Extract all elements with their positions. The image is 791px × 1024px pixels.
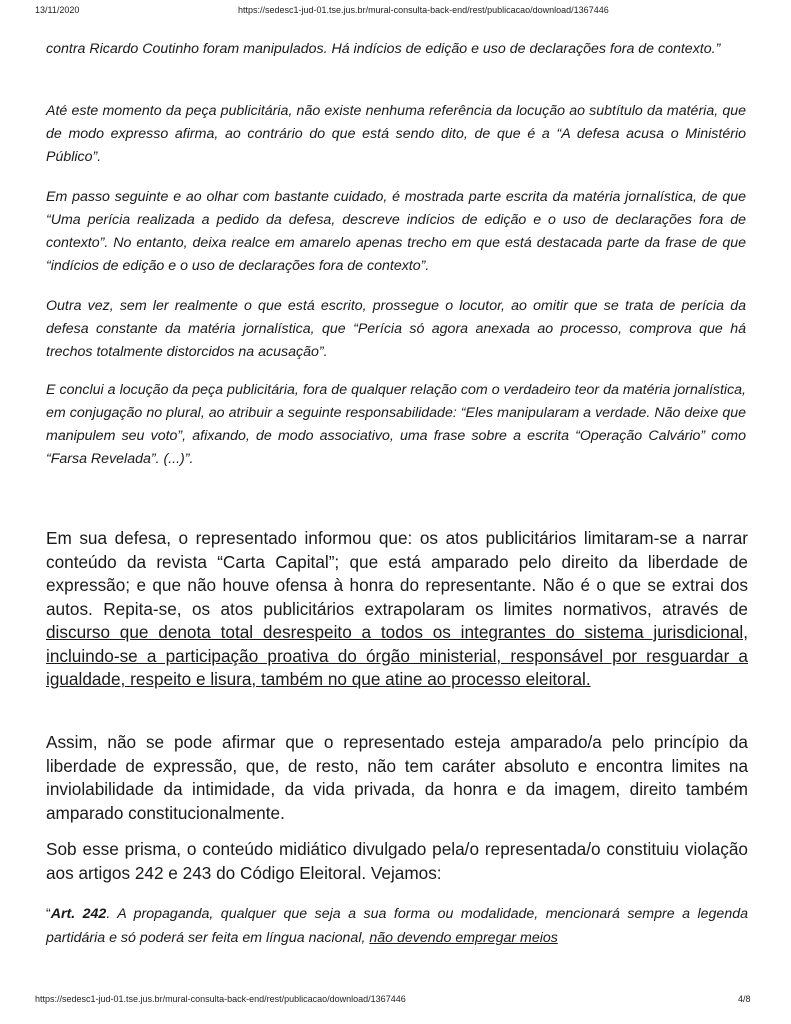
header-url: https://sedesc1-jud-01.tse.jus.br/mural-consulta-back-end/rest/publicacao/download/1367446 <box>238 5 609 15</box>
article-quote <box>46 902 748 950</box>
quoted-excerpt <box>46 38 746 61</box>
quoted-excerpt <box>46 100 746 169</box>
freedom-paragraph: Assim, não se pode afirmar que o representado esteja amparado/a pelo princípio da liberdade de expressão, que, de resto, não tem caráter absoluto e encontra limites na inviolabilidade da intimidade, da vida privada, da honra e da imagem, direito também amparado constitucionalmente. <box>46 732 748 823</box>
quote-paragraph: E conclui a locução da peça publicitária, fora de qualquer relação com o verdadeiro teor da matéria jornalística, em conjugação no plural, ao atribuir a seguinte responsabilidade: “Eles manipularam a verdade. Não deixe que manipulem seu voto”, afixando, de modo associativo, uma frase sobre a escrita “Operação Calvário” como “Farsa Revelada”. (...)”. <box>46 382 746 467</box>
quote-paragraph: Outra vez, sem ler realmente o que está escrito, prossegue o locutor, ao omitir que se trata de perícia da defesa constante da matéria jornalística, que “Perícia só agora anexada ao processo, comprova que há trechos totalmente distorcidos na acusação”. <box>46 298 746 360</box>
defense-paragraph <box>46 527 748 692</box>
quote-paragraph: Até este momento da peça publicitária, não existe nenhuma referência da locução ao subtítulo da matéria, que de modo expresso afirma, ao contrário do que está sendo dito, de que é a “A defesa acusa o Ministério Público”. <box>46 103 746 165</box>
header-date: 13/11/2020 <box>35 5 80 15</box>
article-label: Art. 242 <box>50 906 107 922</box>
article-underlined: não devendo empregar meios <box>369 930 558 946</box>
quoted-excerpt <box>46 186 746 278</box>
underlined-emphasis: discurso que denota total desrespeito a todos os integrantes do sistema jurisdicional, incluindo-se a participação proativa do órgão ministerial, responsável por resguardar a igualdade, respeito e lisura, também no que atine ao processo eleitoral. <box>46 622 748 689</box>
article-text: . A propaganda, qualquer que seja a sua forma ou modalidade, mencionará sempre a legenda partidária e só poderá ser feita em língua nacional, <box>46 906 748 946</box>
quoted-excerpt <box>46 295 746 364</box>
quoted-excerpt <box>46 379 746 471</box>
quote-paragraph: contra Ricardo Coutinho foram manipulados. Há indícios de edição e uso de declarações fora de contexto.” <box>46 41 721 57</box>
defense-text: Em sua defesa, o representado informou que: os atos publicitários limitaram-se a narrar conteúdo da revista “Carta Capital”; que está amparado pelo direito da liberdade de expressão; e que não houve ofensa à honra do representante. Não é o que se extrai dos autos. Repita-se, os atos publicitários extrapolaram os limites normativos, através de <box>46 528 748 619</box>
open-quote: “ <box>46 906 51 922</box>
footer-url: https://sedesc1-jud-01.tse.jus.br/mural-consulta-back-end/rest/publicacao/download/1367446 <box>35 994 406 1004</box>
page-number: 4/8 <box>738 994 751 1004</box>
violation-paragraph: Sob esse prisma, o conteúdo midiático divulgado pela/o representada/o constituiu violação aos artigos 242 e 243 do Código Eleitoral. Vejamos: <box>46 839 748 883</box>
quote-paragraph: Em passo seguinte e ao olhar com bastante cuidado, é mostrada parte escrita da matéria jornalística, de que “Uma perícia realizada a pedido da defesa, descreve indícios de edição e o uso de declarações fora de contexto”. No entanto, deixa realce em amarelo apenas trecho em que está destacada parte da frase de que “indícios de edição e o uso de declarações fora de contexto”. <box>46 189 746 274</box>
